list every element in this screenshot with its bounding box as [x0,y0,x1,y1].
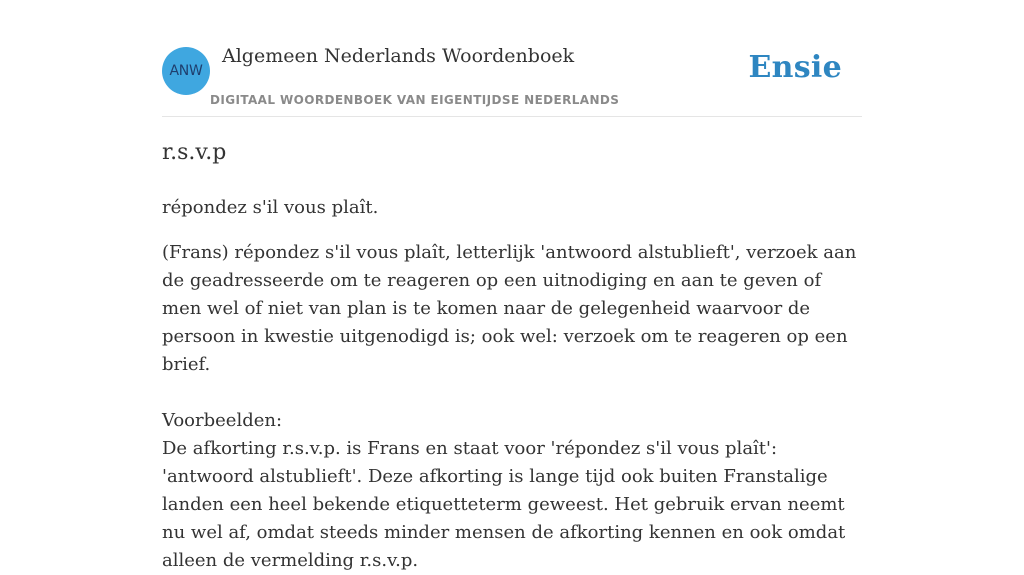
logo-text: ANW [169,63,203,79]
short-definition: répondez s'il vous plaît. [162,197,379,218]
page [162,0,862,571]
site-title[interactable]: Algemeen Nederlands Woordenboek [222,45,575,67]
examples-label: Voorbeelden: [162,410,283,431]
ensie-brand-logo[interactable]: Ensie [748,50,842,85]
site-header [162,0,862,117]
example-text: De afkorting r.s.v.p. is Frans en staat voor 'répondez s'il vous plaît': 'antwoord alstublieft'. Deze afkorting is lange tijd ook buiten Franstalige landen een heel bekende etiquetteterm geweest. Het gebruik ervan neemt nu wel af, omdat steeds minder mensen de afkorting kennen en ook omdat alleen de vermelding r.s.v.p. [162,438,846,571]
anw-logo[interactable] [162,47,210,95]
site-subtitle: DIGITAAL WOORDENBOEK VAN EIGENTIJDSE NEDERLANDS [210,93,620,107]
headword: r.s.v.p [162,140,227,165]
definition-text: (Frans) répondez s'il vous plaît, letterlijk 'antwoord alstublieft', verzoek aan de geadresseerde om te reageren op een uitnodiging en aan te geven of men wel of niet van plan is te komen naar de gelegenheid waarvoor de persoon in kwestie uitgenodigd is; ook wel: verzoek om te reageren op een brief. [162,242,857,375]
definition-body [162,239,864,575]
